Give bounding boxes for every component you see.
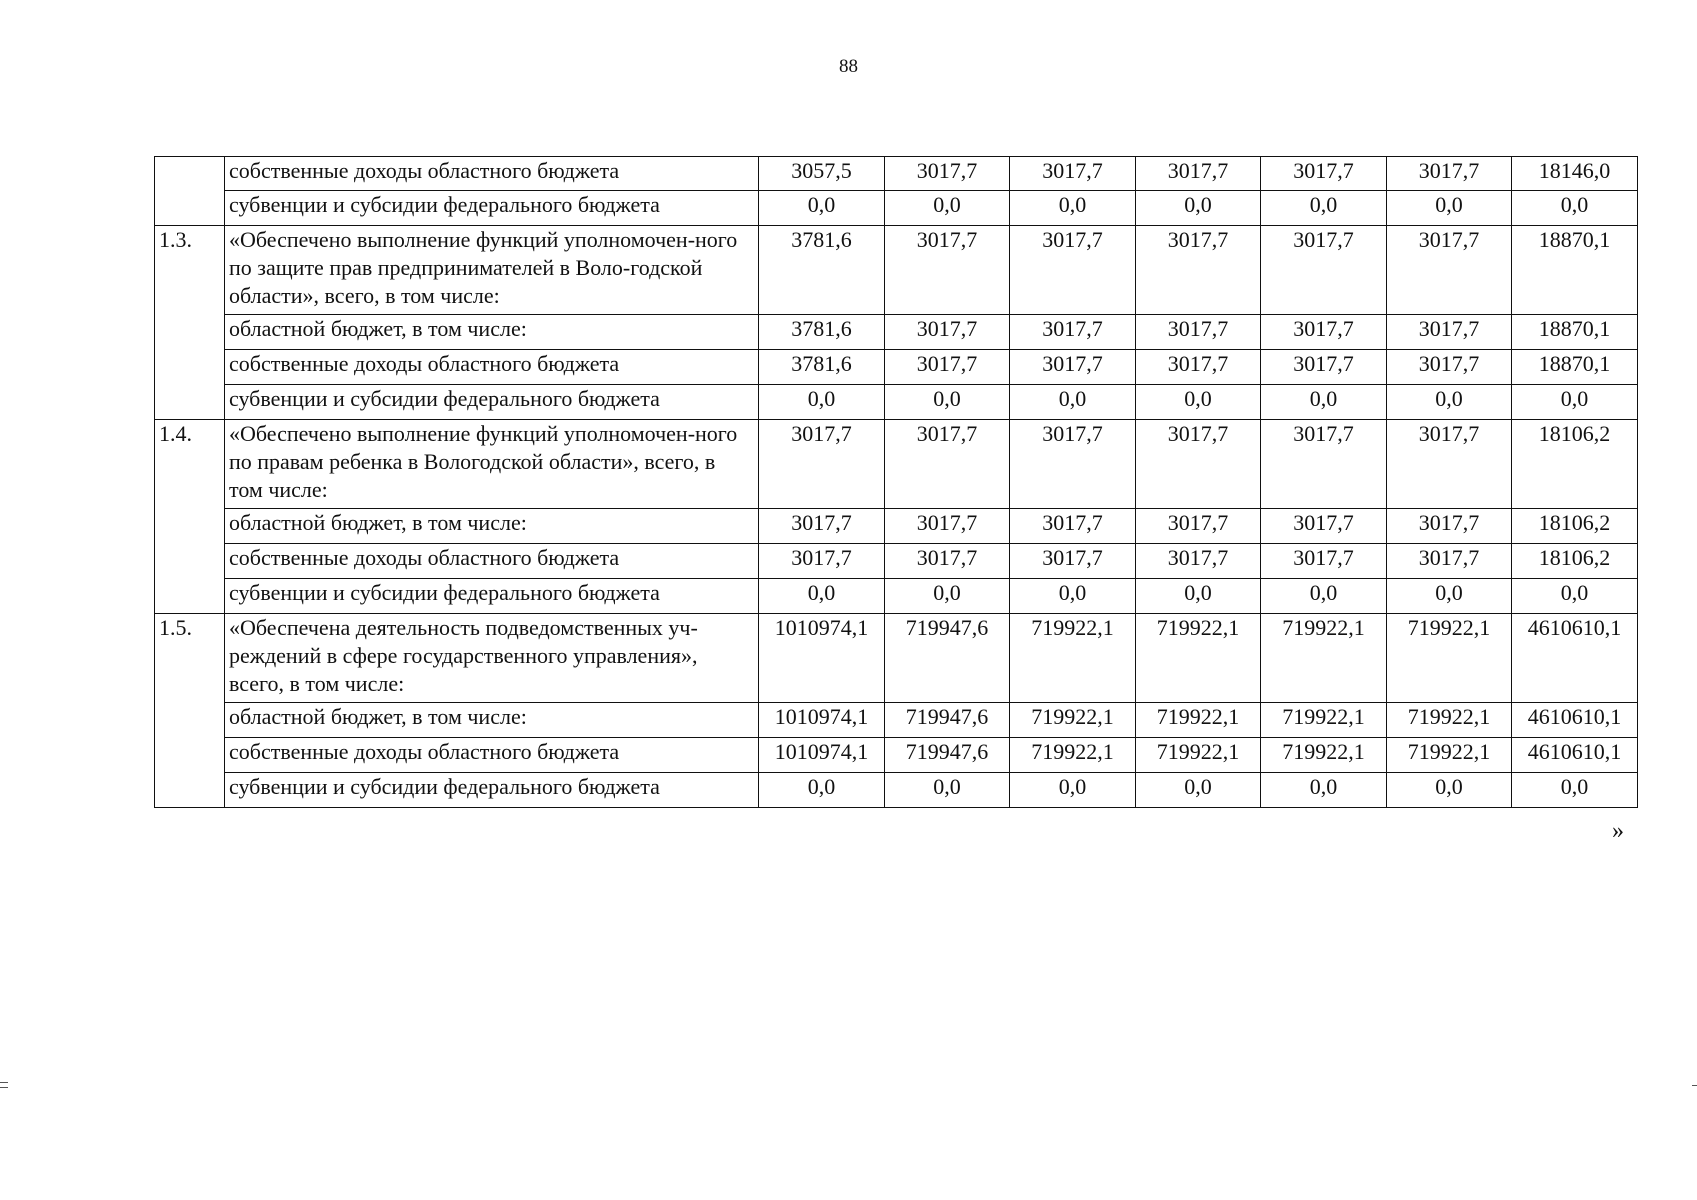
table-row [155, 544, 1638, 579]
value-cell: 3017,7 [1387, 544, 1512, 579]
table-row [155, 226, 1638, 315]
value-cell: 3781,6 [759, 226, 885, 315]
left-edge-mark [0, 1087, 8, 1088]
value-cell: 719947,6 [885, 703, 1010, 738]
value-cell: 3017,7 [1136, 157, 1261, 191]
row-description-cell: «Обеспечено выполнение функций уполномочен-ного по защите прав предпринимателей в Воло-годской области», всего, в том числе: [225, 226, 759, 315]
value-cell: 719922,1 [1261, 614, 1387, 703]
value-cell: 0,0 [1387, 385, 1512, 420]
row-description-cell: «Обеспечено выполнение функций уполномочен-ного по правам ребенка в Вологодской области», всего, в том числе: [225, 420, 759, 509]
value-cell: 3017,7 [1136, 350, 1261, 385]
value-cell: 3017,7 [1010, 544, 1136, 579]
value-cell: 0,0 [885, 773, 1010, 808]
value-cell: 3017,7 [1136, 226, 1261, 315]
table-body [155, 157, 1638, 808]
value-cell: 0,0 [1010, 385, 1136, 420]
value-cell: 0,0 [1261, 773, 1387, 808]
value-cell: 3017,7 [1387, 350, 1512, 385]
row-description-cell: субвенции и субсидии федерального бюджета [225, 385, 759, 420]
row-description-cell: собственные доходы областного бюджета [225, 350, 759, 385]
value-cell: 18870,1 [1512, 226, 1638, 315]
page-number: 88 [839, 56, 858, 77]
value-cell: 3017,7 [1261, 226, 1387, 315]
value-cell: 3017,7 [1261, 315, 1387, 350]
value-cell: 3017,7 [1387, 315, 1512, 350]
value-cell: 0,0 [759, 385, 885, 420]
value-cell: 0,0 [1261, 191, 1387, 226]
value-cell: 3781,6 [759, 350, 885, 385]
table-row [155, 738, 1638, 773]
value-cell: 0,0 [1136, 385, 1261, 420]
value-cell: 719922,1 [1387, 614, 1512, 703]
table-row [155, 191, 1638, 226]
table-row [155, 420, 1638, 509]
value-cell: 3017,7 [1387, 420, 1512, 509]
value-cell: 719922,1 [1261, 703, 1387, 738]
value-cell: 3017,7 [1010, 420, 1136, 509]
table-row [155, 773, 1638, 808]
value-cell: 1010974,1 [759, 738, 885, 773]
value-cell: 3017,7 [885, 315, 1010, 350]
value-cell: 18146,0 [1512, 157, 1638, 191]
row-description-cell: «Обеспечена деятельность подведомственных уч-реждений в сфере государственного управления», всего, в том числе: [225, 614, 759, 703]
row-description-cell: областной бюджет, в том числе: [225, 703, 759, 738]
value-cell: 0,0 [1387, 773, 1512, 808]
row-number-cell: 1.4. [155, 420, 225, 614]
value-cell: 0,0 [1512, 385, 1638, 420]
value-cell: 3057,5 [759, 157, 885, 191]
budget-table [154, 156, 1638, 808]
value-cell: 18870,1 [1512, 315, 1638, 350]
value-cell: 3017,7 [1261, 544, 1387, 579]
value-cell: 719922,1 [1136, 703, 1261, 738]
value-cell: 0,0 [885, 579, 1010, 614]
table-row [155, 614, 1638, 703]
value-cell: 719922,1 [1261, 738, 1387, 773]
row-description-cell: собственные доходы областного бюджета [225, 738, 759, 773]
value-cell: 4610610,1 [1512, 738, 1638, 773]
value-cell: 0,0 [1136, 579, 1261, 614]
value-cell: 18106,2 [1512, 420, 1638, 509]
value-cell: 3017,7 [759, 544, 885, 579]
value-cell: 3017,7 [1136, 509, 1261, 544]
table-row [155, 703, 1638, 738]
value-cell: 1010974,1 [759, 703, 885, 738]
value-cell: 3017,7 [1136, 544, 1261, 579]
value-cell: 18106,2 [1512, 544, 1638, 579]
value-cell: 0,0 [1512, 579, 1638, 614]
value-cell: 719922,1 [1010, 614, 1136, 703]
value-cell: 3017,7 [885, 509, 1010, 544]
value-cell: 3017,7 [759, 509, 885, 544]
row-description-cell: собственные доходы областного бюджета [225, 544, 759, 579]
row-description-cell: субвенции и субсидии федерального бюджета [225, 191, 759, 226]
left-edge-mark [0, 1082, 8, 1083]
table-row [155, 315, 1638, 350]
value-cell: 719922,1 [1136, 614, 1261, 703]
value-cell: 719922,1 [1010, 703, 1136, 738]
value-cell: 0,0 [1261, 579, 1387, 614]
value-cell: 3017,7 [885, 420, 1010, 509]
row-number-cell: 1.3. [155, 226, 225, 420]
value-cell: 3017,7 [1010, 350, 1136, 385]
value-cell: 0,0 [1387, 579, 1512, 614]
value-cell: 719922,1 [1010, 738, 1136, 773]
value-cell: 0,0 [1010, 773, 1136, 808]
value-cell: 4610610,1 [1512, 703, 1638, 738]
value-cell: 18870,1 [1512, 350, 1638, 385]
value-cell: 3017,7 [1010, 157, 1136, 191]
table-row [155, 350, 1638, 385]
value-cell: 3017,7 [1387, 157, 1512, 191]
value-cell: 3017,7 [1387, 226, 1512, 315]
value-cell: 0,0 [1512, 191, 1638, 226]
value-cell: 3017,7 [1261, 350, 1387, 385]
table-row [155, 509, 1638, 544]
value-cell: 3017,7 [885, 226, 1010, 315]
table-row [155, 579, 1638, 614]
value-cell: 0,0 [759, 579, 885, 614]
value-cell: 3017,7 [759, 420, 885, 509]
value-cell: 3017,7 [1010, 226, 1136, 315]
value-cell: 0,0 [1261, 385, 1387, 420]
row-description-cell: субвенции и субсидии федерального бюджета [225, 773, 759, 808]
value-cell: 719947,6 [885, 738, 1010, 773]
row-description-cell: собственные доходы областного бюджета [225, 157, 759, 191]
value-cell: 3017,7 [885, 544, 1010, 579]
value-cell: 719947,6 [885, 614, 1010, 703]
value-cell: 3017,7 [1387, 509, 1512, 544]
value-cell: 0,0 [1136, 773, 1261, 808]
value-cell: 0,0 [1010, 579, 1136, 614]
value-cell: 3017,7 [1010, 509, 1136, 544]
value-cell: 0,0 [1136, 191, 1261, 226]
value-cell: 3017,7 [1136, 315, 1261, 350]
value-cell: 0,0 [885, 385, 1010, 420]
row-description-cell: областной бюджет, в том числе: [225, 315, 759, 350]
value-cell: 719922,1 [1387, 703, 1512, 738]
value-cell: 0,0 [759, 191, 885, 226]
row-number-cell: 1.5. [155, 614, 225, 808]
table-row [155, 385, 1638, 420]
table-row [155, 157, 1638, 191]
value-cell: 4610610,1 [1512, 614, 1638, 703]
row-description-cell: областной бюджет, в том числе: [225, 509, 759, 544]
value-cell: 3017,7 [1261, 420, 1387, 509]
value-cell: 3017,7 [1010, 315, 1136, 350]
value-cell: 3781,6 [759, 315, 885, 350]
row-number-cell [155, 157, 225, 226]
value-cell: 3017,7 [1261, 157, 1387, 191]
value-cell: 3017,7 [885, 157, 1010, 191]
value-cell: 719922,1 [1136, 738, 1261, 773]
value-cell: 0,0 [1010, 191, 1136, 226]
right-edge-mark [1692, 1085, 1697, 1086]
value-cell: 0,0 [1387, 191, 1512, 226]
closing-quote-mark: » [1612, 818, 1624, 844]
value-cell: 0,0 [885, 191, 1010, 226]
value-cell: 0,0 [1512, 773, 1638, 808]
value-cell: 3017,7 [1136, 420, 1261, 509]
value-cell: 719922,1 [1387, 738, 1512, 773]
value-cell: 0,0 [759, 773, 885, 808]
value-cell: 3017,7 [1261, 509, 1387, 544]
row-description-cell: субвенции и субсидии федерального бюджета [225, 579, 759, 614]
value-cell: 18106,2 [1512, 509, 1638, 544]
value-cell: 1010974,1 [759, 614, 885, 703]
value-cell: 3017,7 [885, 350, 1010, 385]
